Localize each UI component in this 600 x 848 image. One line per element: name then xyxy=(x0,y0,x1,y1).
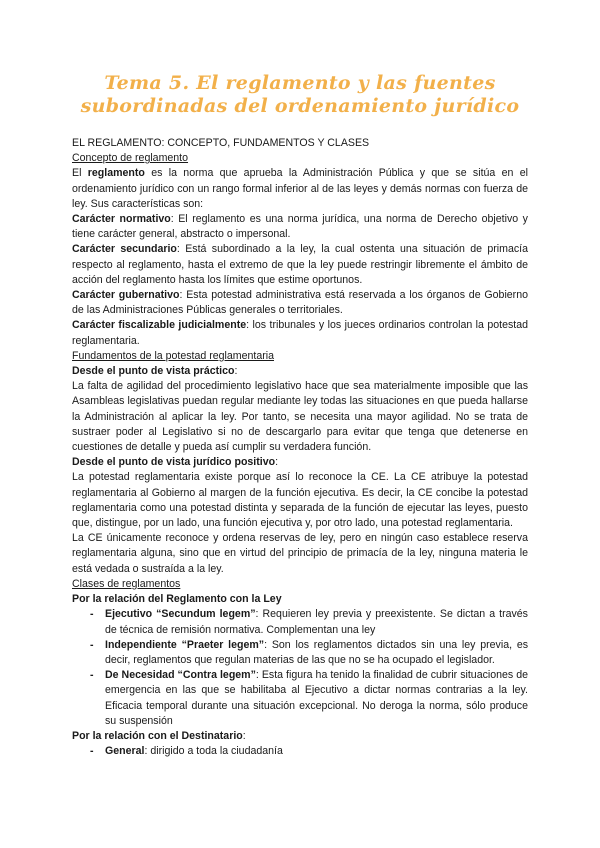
document-body xyxy=(72,136,528,759)
title-line-1: Tema 5. El reglamento y las fuentes xyxy=(104,72,496,94)
subheading-fundamentos: Fundamentos de la potestad reglamentaria xyxy=(72,349,274,362)
heading-relacion-ley: Por la relación del Reglamento con la Ley xyxy=(72,593,282,606)
subheading-clases: Clases de reglamentos xyxy=(72,577,181,590)
page-title xyxy=(0,0,600,118)
heading-juridico: Desde el punto de vista jurídico positivo: xyxy=(72,456,279,469)
heading-practico: Desde el punto de vista práctico: xyxy=(72,365,238,378)
juridico-paragraph-1: La potestad reglamentaria existe porque así lo reconoce la CE. La CE atribuye la potestad reglamentaria al Gobierno al margen de la función ejecutiva. Es decir, la CE concibe la potestad reglamentaria como una potestad distinta y separada de la función de ejecutar las leyes, puesto que, distingue, por un lado, una función ejecutiva y, por otro lado, una potestad reglamentaria. xyxy=(72,471,528,530)
subheading-concepto: Concepto de reglamento xyxy=(72,152,189,165)
list-item: - General: dirigido a toda la ciudadanía xyxy=(72,744,528,759)
term-reglamento: reglamento xyxy=(87,167,145,180)
list-item: - Independiente “Praeter legem”: Son los reglamentos dictados sin una ley previa, es decir, reglamentos que regulan materias de las que no se ha ocupado el legislador. xyxy=(72,638,528,668)
section-heading: EL REGLAMENTO: CONCEPTO, FUNDAMENTOS Y CLASES xyxy=(72,137,370,149)
juridico-paragraph-2: La CE únicamente reconoce y ordena reservas de ley, pero en ningún caso establece reserva reglamentaria alguna, sino que en virtud del principio de primacía de la ley, ninguna materia le está vedada o sustraída a la ley. xyxy=(72,532,528,575)
practico-text: La falta de agilidad del procedimiento legislativo hace que sea materialmente imposible que las Asambleas legislativas puedan regular mediante ley todas las situaciones en que pueda hallarse la Administración al aplicar la ley. Por tanto, se necesita una mayor agilidad. No se trata de sustraer poder al Legislativo si no de descargarlo para evitar que tenga que detenerse en cuestiones de detalle y pueda así cumplir su verdadera función. xyxy=(72,380,528,454)
concepto-intro: El reglamento es la norma que aprueba la Administración Pública y que se sitúa en el ordenamiento jurídico con un rango formal inferior al de las leyes y demás normas con fuerza de ley. Sus características son: xyxy=(72,167,528,210)
clases-destinatario-list xyxy=(72,744,528,759)
characteristic-item: Carácter gubernativo: Esta potestad administrativa está reservada a los órganos de Gobierno de las Administraciones Públicas generales o territoriales. xyxy=(72,289,528,317)
heading-relacion-destinatario: Por la relación con el Destinatario: xyxy=(72,729,246,742)
list-item: - Ejecutivo “Secundum legem”: Requieren ley previa y preexistente. Se dictan a través de técnica de remisión normativa. Complementan una ley xyxy=(72,607,528,637)
characteristic-item: Carácter normativo: El reglamento es una norma jurídica, una norma de Derecho objetivo y tiene carácter general, abstracto o impersonal. xyxy=(72,213,528,241)
title-line-2: subordinadas del ordenamiento jurídico xyxy=(80,95,520,117)
clases-ley-list xyxy=(72,607,528,729)
list-item: - De Necesidad “Contra legem”: Esta figura ha tenido la finalidad de cubrir situaciones de emergencia en las que se habilitaba al Ejecutivo a dictar normas contrarias a la ley. Eficacia temporal durante una situación excepcional. No deroga la norma, sólo produce su suspensión xyxy=(72,668,528,729)
characteristic-item: Carácter secundario: Está subordinado a la ley, la cual ostenta una situación de primacía respecto al reglamento, hasta el extremo de que la ley puede restringir libremente el ámbito de acción del reglamento hasta los límites que estime oportunos. xyxy=(72,243,528,286)
characteristic-item: Carácter fiscalizable judicialmente: los tribunales y los jueces ordinarios controlan la potestad reglamentaria. xyxy=(72,319,529,347)
